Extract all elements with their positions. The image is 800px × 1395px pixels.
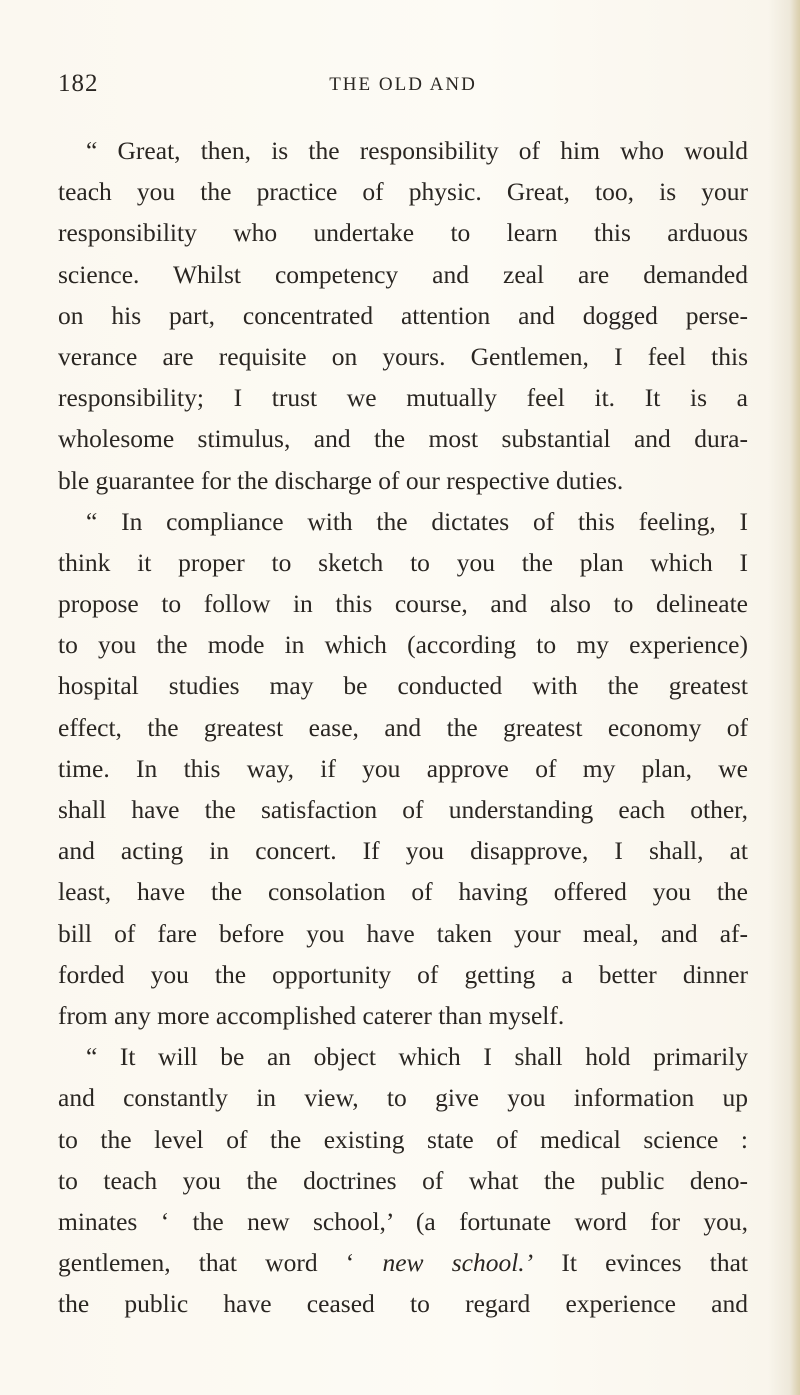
text-line: propose to follow in this course, and also to delineate	[58, 589, 748, 619]
text-line: time. In this way, if you approve of my plan, we	[58, 753, 748, 783]
text-line: least, have the consolation of having offered you the	[58, 877, 748, 907]
text-line: and constantly in view, to give you information up	[58, 1083, 748, 1113]
text-line: shall have the satisfaction of understanding each other,	[58, 795, 748, 824]
text-line: responsibility; I trust we mutually feel it. It is a	[58, 383, 748, 413]
text-line: forded you the opportunity of getting a better dinner	[58, 959, 748, 989]
text-line: minates ‘ the new school,’ (a fortunate word for you,	[58, 1206, 748, 1236]
text-line: to you the mode in which (according to my experience)	[58, 630, 748, 660]
text-line: to the level of the existing state of medical science :	[58, 1124, 748, 1154]
text-line: to teach you the doctrines of what the public deno-	[58, 1165, 748, 1195]
page-number: 182	[58, 70, 99, 97]
text-line: verance are requisite on yours. Gentlemen, I feel this	[58, 341, 748, 371]
text-line: think it proper to sketch to you the plan which I	[58, 547, 748, 577]
text-line: from any more accomplished caterer than myself.	[58, 1000, 565, 1030]
text-line: the public have ceased to regard experience and	[58, 1289, 748, 1319]
text-line: hospital studies may be conducted with the greatest	[58, 671, 748, 701]
page-header	[58, 70, 748, 110]
text-line: teach you the practice of physic. Great, too, is your	[58, 177, 748, 207]
text-line: ble guarantee for the discharge of our respective duties.	[58, 465, 624, 495]
running-head: THE OLD AND	[329, 74, 477, 95]
text-line: “ Great, then, is the responsibility of him who would	[86, 136, 748, 165]
italic-phrase: new school.’	[382, 1248, 534, 1278]
text-line: “ It will be an object which I shall hold primarily	[86, 1042, 748, 1072]
text-line-with-italic	[58, 1242, 748, 1283]
page-edge-shadow	[790, 0, 800, 1395]
text-line: bill of fare before you have taken your meal, and af-	[58, 918, 748, 948]
text-line: effect, the greatest ease, and the greatest economy of	[58, 712, 748, 742]
text-line: on his part, concentrated attention and dogged perse-	[58, 300, 748, 330]
text-line: science. Whilst competency and zeal are demanded	[58, 259, 748, 289]
body-text	[58, 130, 748, 1324]
text-line: wholesome stimulus, and the most substantial and dura-	[58, 424, 748, 454]
text-line: responsibility who undertake to learn this arduous	[58, 218, 748, 248]
text-line: “ In compliance with the dictates of this feeling, I	[86, 506, 748, 536]
text-segment: gentlemen, that word ‘	[58, 1248, 355, 1278]
text-line: and acting in concert. If you disapprove, I shall, at	[58, 836, 748, 866]
text-segment: It evinces that	[533, 1248, 748, 1278]
